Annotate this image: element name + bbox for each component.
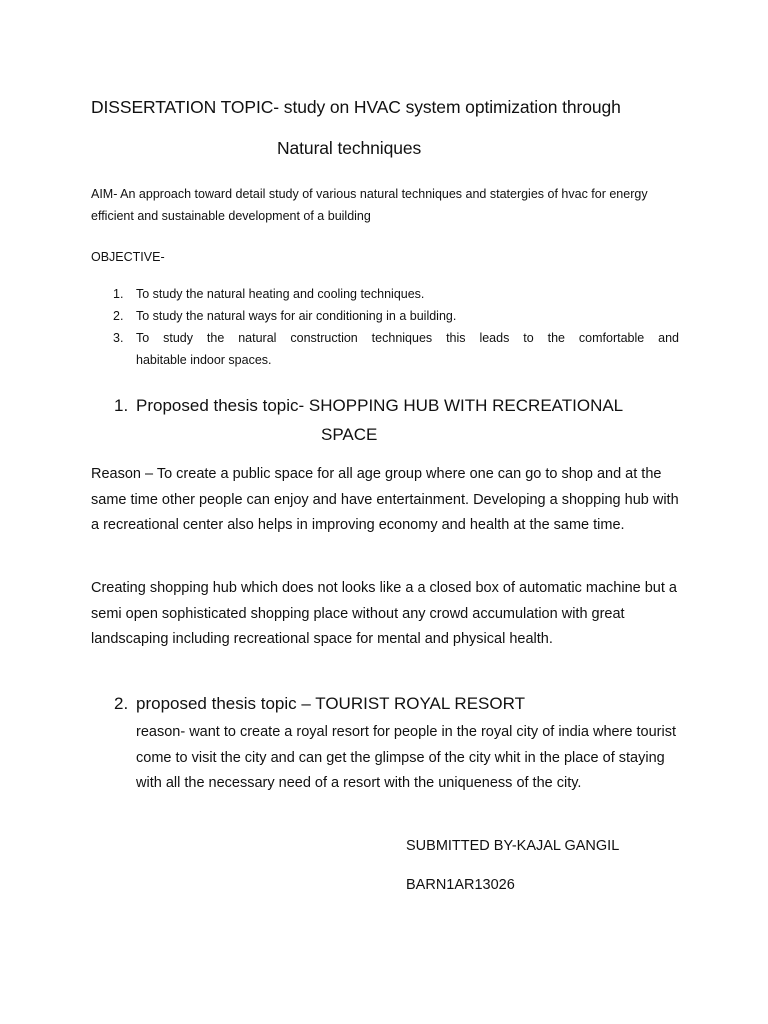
- roll-number: BARN1AR13026: [406, 877, 515, 893]
- topic1-reason-paragraph: Reason – To create a public space for all age group where one can go to shop and at the same time other people can enjoy and have entertainment. Developing a shopping hub with a recreational center also helps in improving economy and health at the same time.: [91, 466, 679, 533]
- objective-text: To study the natural construction techniques this leads to the comfortable and: [136, 331, 679, 345]
- topic2-reason-paragraph: reason- want to create a royal resort for people in the royal city of india where tourist come to visit the city and can get the glimpse of the city whit in the place of staying with all the necessary need of a resort with the uniqueness of the city.: [136, 724, 676, 791]
- objective-text-continued: habitable indoor spaces.: [136, 353, 272, 367]
- objective-number: 2.: [113, 309, 124, 323]
- objective-number: 3.: [113, 331, 124, 345]
- objective-text: To study the natural heating and cooling techniques.: [136, 287, 425, 301]
- dissertation-title-line1: DISSERTATION TOPIC- study on HVAC system optimization through: [91, 97, 621, 117]
- objective-item: [91, 283, 679, 305]
- objective-text: To study the natural ways for air conditioning in a building.: [136, 309, 457, 323]
- dissertation-title-line2: Natural techniques: [277, 138, 422, 158]
- topic1-heading-line2: SPACE: [321, 425, 378, 444]
- topic1-heading-line1: Proposed thesis topic- SHOPPING HUB WITH RECREATIONAL: [136, 396, 624, 415]
- topic2-number: 2.: [114, 694, 129, 713]
- aim-paragraph: AIM- An approach toward detail study of various natural techniques and statergies of hvac for energy efficient and sustainable development of a building: [91, 187, 648, 223]
- objective-number: 1.: [113, 287, 124, 301]
- objectives-list: [91, 283, 679, 371]
- topic1-description-paragraph: Creating shopping hub which does not looks like a a closed box of automatic machine but a semi open sophisticated shopping place without any crowd accumulation with great landscaping including recreational space for mental and physical health.: [91, 580, 677, 647]
- objective-item: [91, 327, 679, 371]
- objective-item: [91, 305, 679, 327]
- submitted-by: SUBMITTED BY-KAJAL GANGIL: [406, 838, 620, 854]
- objective-label: OBJECTIVE-: [91, 250, 165, 264]
- topic2-heading: proposed thesis topic – TOURIST ROYAL RESORT: [136, 694, 525, 713]
- topic1-number: 1.: [114, 396, 129, 415]
